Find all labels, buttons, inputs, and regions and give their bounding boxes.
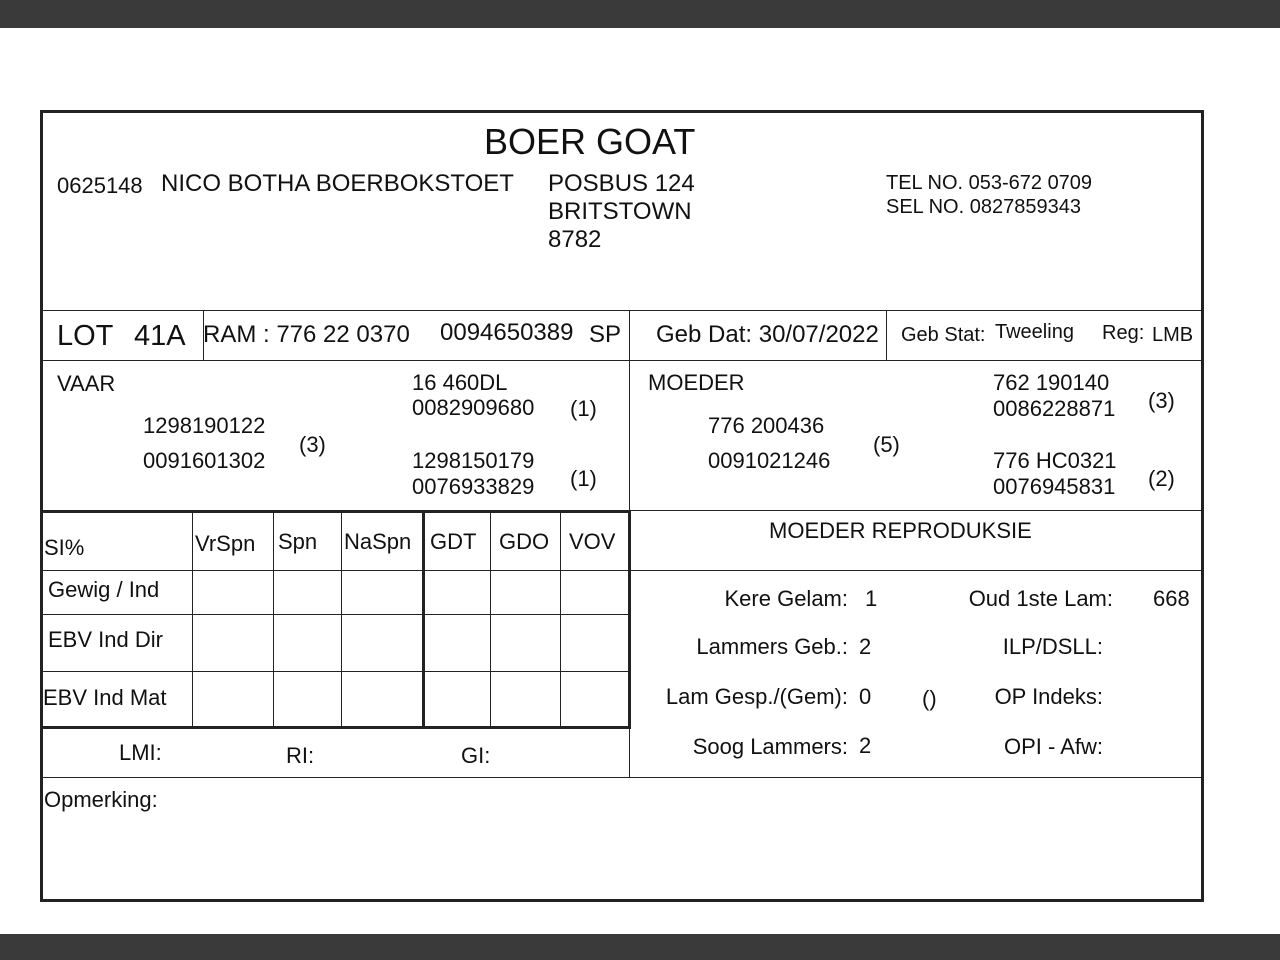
row-ebv-ind-dir: EBV Ind Dir xyxy=(48,627,163,652)
frame-right xyxy=(1201,110,1204,902)
row-ebv-ind-mat: EBV Ind Mat xyxy=(43,685,167,710)
table-right-border xyxy=(628,510,631,729)
ram-registration-number: 0094650389 xyxy=(440,319,574,346)
table-corner-si: SI% xyxy=(44,535,85,560)
table-col-5 xyxy=(490,510,491,726)
sel-number: SEL NO. 0827859343 xyxy=(886,196,1081,218)
reg-label: Reg: xyxy=(1102,322,1145,344)
remarks-label: Opmerking: xyxy=(44,787,158,812)
address-line-2: BRITSTOWN xyxy=(548,198,692,225)
table-col-4 xyxy=(422,510,425,726)
column-gdt: GDT xyxy=(430,529,477,554)
dam-dam-count: (2) xyxy=(1148,466,1175,491)
sire-dam-2: 0076933829 xyxy=(412,474,535,499)
column-naspn: NaSpn xyxy=(344,529,412,554)
tel-number: TEL NO. 053-672 0709 xyxy=(886,172,1093,194)
bottom-dark-band xyxy=(0,934,1280,960)
birth-divider xyxy=(886,310,887,360)
sire-label: VAAR xyxy=(57,371,116,396)
lot-label: LOT xyxy=(57,320,114,352)
dam-dam-1: 776 HC0321 xyxy=(993,448,1117,473)
address-line-1: POSBUS 124 xyxy=(548,170,695,197)
frame-bottom xyxy=(40,899,1204,902)
ilp-dsll-label: ILP/DSLL: xyxy=(1002,634,1103,659)
column-vov: VOV xyxy=(569,529,616,554)
sire-sire-2: 0082909680 xyxy=(412,395,535,420)
table-col-6 xyxy=(560,510,561,726)
dam-sire-2: 0086228871 xyxy=(993,396,1116,421)
divider-remarks xyxy=(43,777,1201,778)
column-vrspn: VrSpn xyxy=(195,531,256,556)
lam-gesp-label: Lam Gesp./(Gem): xyxy=(665,684,848,709)
dam-id-2: 0091021246 xyxy=(708,448,831,473)
birth-date: Geb Dat: 30/07/2022 xyxy=(656,321,879,348)
table-line-2 xyxy=(43,614,631,615)
divider-header xyxy=(43,310,1201,311)
sire-dam-count: (1) xyxy=(570,466,597,491)
reproduction-title: MOEDER REPRODUKSIE xyxy=(769,518,1032,543)
sire-dam-1: 1298150179 xyxy=(412,448,535,473)
frame-left xyxy=(40,110,43,902)
column-spn: Spn xyxy=(278,529,318,554)
frame-top xyxy=(40,110,1204,113)
table-line-3 xyxy=(43,671,631,672)
divider-lot xyxy=(43,360,1201,361)
ri-label: RI: xyxy=(286,743,315,768)
divider-table-top xyxy=(43,510,631,513)
dam-dam-2: 0076945831 xyxy=(993,474,1116,499)
oud-1ste-lam-label: Oud 1ste Lam: xyxy=(968,586,1113,611)
ram-id: RAM : 776 22 0370 xyxy=(203,321,410,348)
oud-1ste-lam-value: 668 xyxy=(1153,586,1190,611)
row-gewig-ind: Gewig / Ind xyxy=(48,577,160,602)
table-line-1 xyxy=(43,570,631,571)
birth-status-value: Tweeling xyxy=(995,321,1074,343)
lam-gesp-average: () xyxy=(922,686,937,711)
kere-gelam-value: 1 xyxy=(865,586,878,611)
lam-gesp-value: 0 xyxy=(859,684,872,709)
table-col-2 xyxy=(273,510,274,726)
soog-lammers-label: Soog Lammers: xyxy=(692,734,848,759)
lmi-label: LMI: xyxy=(119,740,162,765)
breeder-name: NICO BOTHA BOERBOKSTOET xyxy=(161,170,514,197)
opi-afw-label: OPI - Afw: xyxy=(1003,734,1103,759)
sire-id-1: 1298190122 xyxy=(143,413,266,438)
dam-count: (5) xyxy=(873,432,900,457)
divider-repro-top xyxy=(631,510,1201,511)
reg-value: LMB xyxy=(1152,324,1194,346)
kere-gelam-label: Kere Gelam: xyxy=(724,586,848,611)
ram-class: SP xyxy=(589,321,622,348)
sire-count: (3) xyxy=(299,432,326,457)
lammers-geb-label: Lammers Geb.: xyxy=(696,634,848,659)
dam-sire-1: 762 190140 xyxy=(993,370,1110,395)
lot-number: 41A xyxy=(134,320,186,352)
breeder-id: 0625148 xyxy=(57,173,143,198)
divider-repro-title xyxy=(631,570,1201,571)
address-line-3: 8782 xyxy=(548,226,602,253)
sire-sire-count: (1) xyxy=(570,396,597,421)
card-title: BOER GOAT xyxy=(484,121,696,162)
table-bottom xyxy=(43,726,631,729)
boer-goat-card xyxy=(40,110,1204,902)
op-indeks-label: OP Indeks: xyxy=(994,684,1103,709)
top-dark-band xyxy=(0,0,1280,28)
dam-id-1: 776 200436 xyxy=(708,413,825,438)
dam-label: MOEDER xyxy=(648,370,745,395)
gi-label: GI: xyxy=(461,743,491,768)
sire-id-2: 0091601302 xyxy=(143,448,266,473)
sire-sire-1: 16 460DL xyxy=(412,370,508,395)
lammers-geb-value: 2 xyxy=(859,634,872,659)
dam-sire-count: (3) xyxy=(1148,388,1175,413)
table-col-1 xyxy=(192,510,193,726)
soog-lammers-value: 2 xyxy=(859,733,872,758)
table-col-3 xyxy=(341,510,342,726)
column-gdo: GDO xyxy=(499,529,550,554)
birth-status-label: Geb Stat: xyxy=(901,324,986,346)
